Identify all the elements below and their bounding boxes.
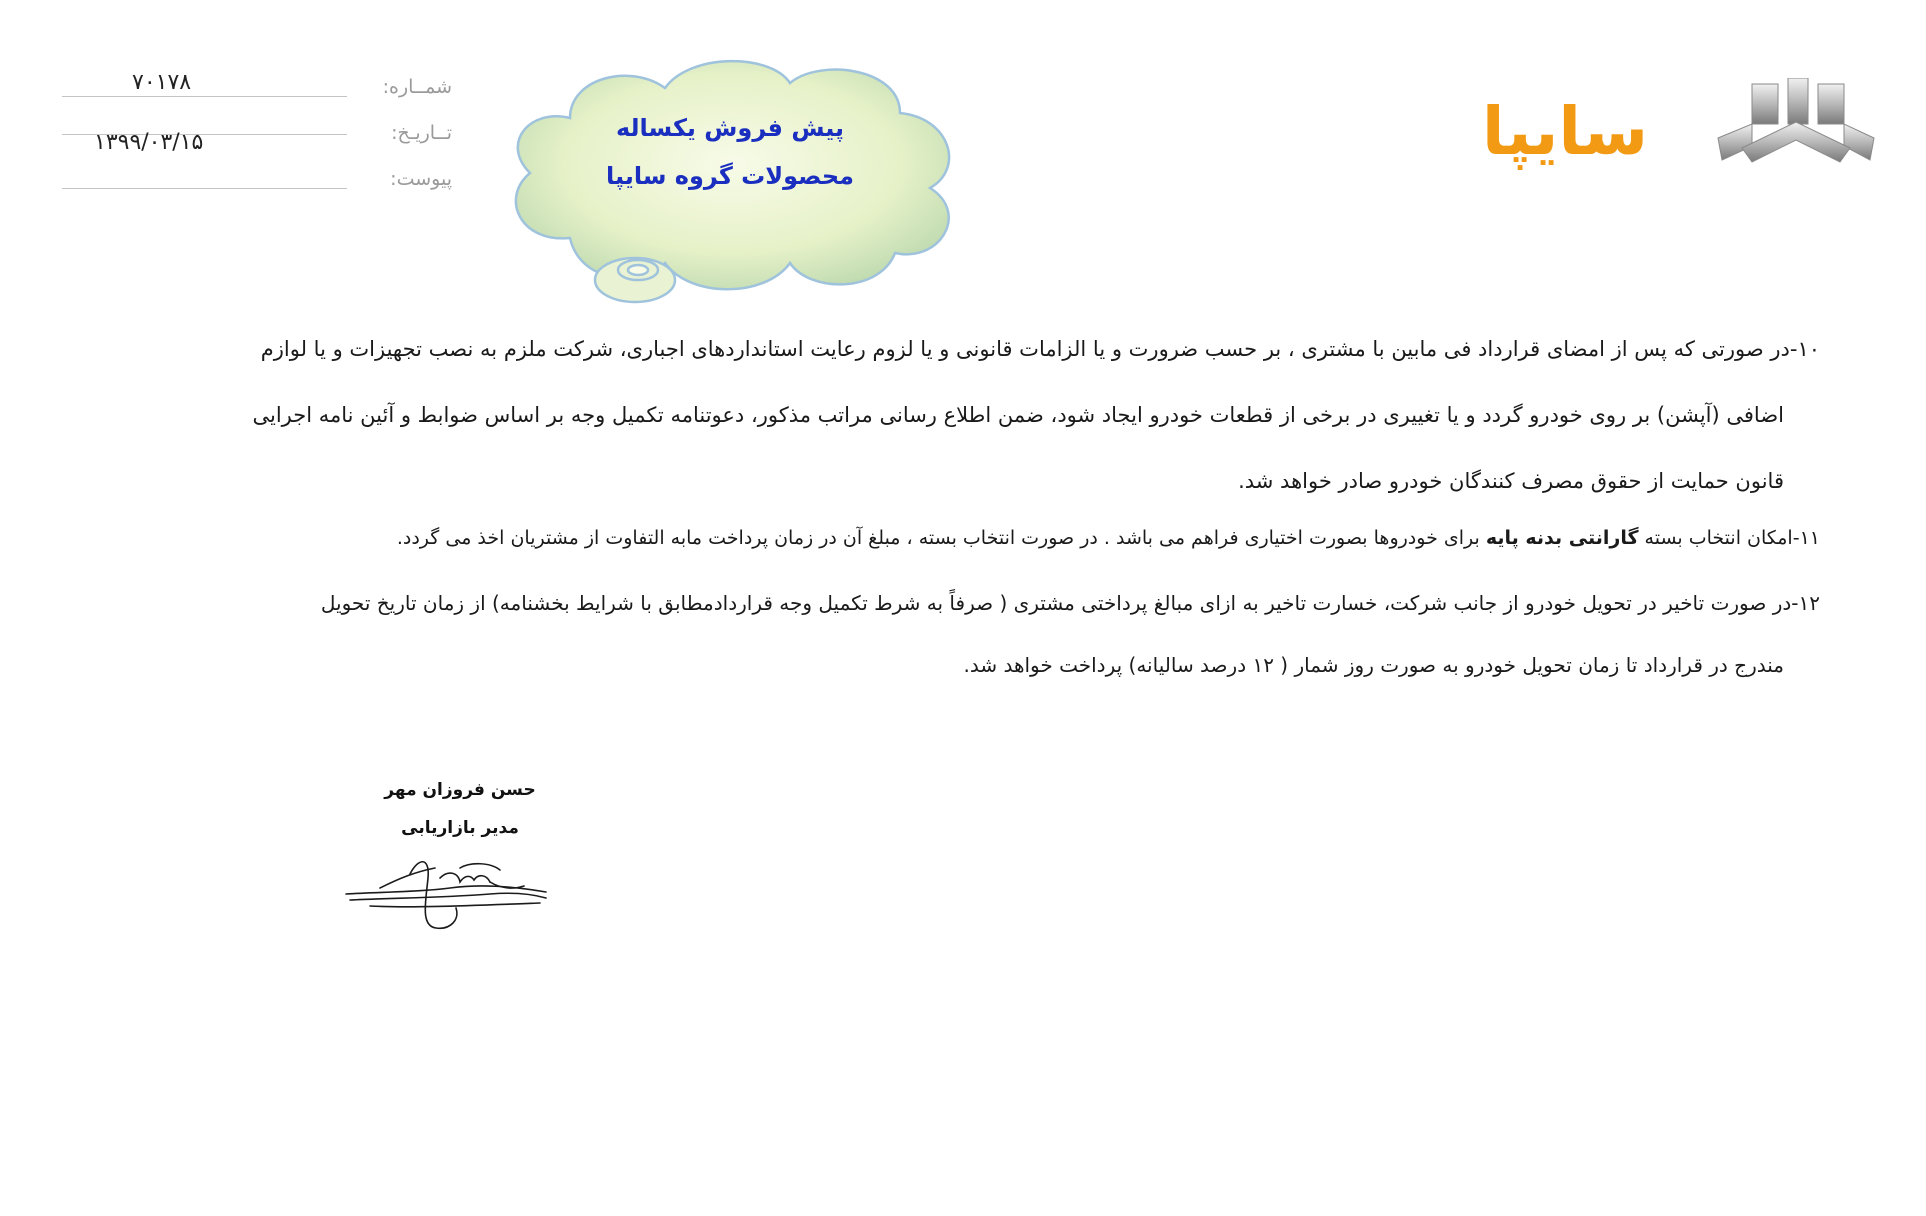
date-label: تــاریـخ: [391, 122, 452, 144]
banner-cloud [500, 48, 970, 308]
number-field [62, 72, 452, 112]
banner-text [580, 104, 880, 200]
clause-11-before: ۱۱-امکان انتخاب بسته [1638, 527, 1820, 549]
date-value: ۱۳۹۹/۰۳/۱۵ [94, 130, 204, 155]
number-value: ۷۰۱۷۸ [132, 70, 192, 95]
clause-11-after: برای خودروها بصورت اختیاری فراهم می باشد . در صورت انتخاب بسته ، مبلغ آن در زمان پرداخت مابه التفاوت از مشتریان اخذ می گردد. [396, 527, 1486, 549]
clause-10-line-3: قانون حمایت از حقوق مصرف کنندگان خودرو صادر خواهد شد. [1238, 469, 1784, 493]
clause-11-bold: گارانتی بدنه پایه [1485, 527, 1639, 549]
banner-line-1: پیش فروش یکساله [615, 114, 845, 142]
number-line [62, 96, 347, 97]
clause-10-line-2: اضافی (آپشن) بر روی خودرو گردد و یا تغییری در برخی از قطعات خودرو ایجاد شود، ضمن اطلاع رسانی مراتب مذکور، دعوتنامه تکمیل وجه بر اساس ضوابط و آئین نامه اجرایی [252, 403, 1784, 427]
clause-12-line-1: ۱۲-در صورت تاخیر در تحویل خودرو از جانب شرکت، خسارت تاخیر به ازای مبالغ پرداختی مشتری ( صرفاً به شرط تکمیل وجه قراردادمطابق با شرایط بخشنامه) از زمان تاریخ تحویل [320, 591, 1820, 615]
signatory-name: حسن فروزان مهر [384, 780, 536, 800]
banner-line-2: محصولات گروه سایپا [606, 162, 854, 190]
clause-10-line-1: ۱۰-در صورتی که پس از امضای قرارداد فی مابین با مشتری ، بر حسب ضرورت و یا الزامات قانونی و یا لزوم رعایت استانداردهای اجباری، شرکت ملزم به نصب تجهیزات و یا لوازم [260, 337, 1820, 361]
handwritten-signature [340, 848, 550, 938]
date-field [62, 118, 452, 158]
clause-10 [140, 316, 1820, 514]
attachment-line [62, 188, 347, 189]
clause-11 [140, 523, 1820, 553]
clause-12-line-2: مندرج در قرارداد تا زمان تحویل خودرو به صورت روز شمار ( ۱۲ درصد سالیانه) پرداخت خواهد شد. [963, 653, 1784, 677]
saipa-logo-icon [1712, 78, 1880, 170]
logo-text: سایپا [1481, 93, 1649, 170]
clause-12 [140, 572, 1820, 696]
attachment-label: پیوست: [390, 168, 452, 190]
number-label: شمــاره: [382, 76, 452, 98]
signatory-title: مدیر بازاریابی [401, 818, 519, 838]
clause-11-text [140, 523, 1820, 553]
attachment-field [62, 164, 452, 204]
